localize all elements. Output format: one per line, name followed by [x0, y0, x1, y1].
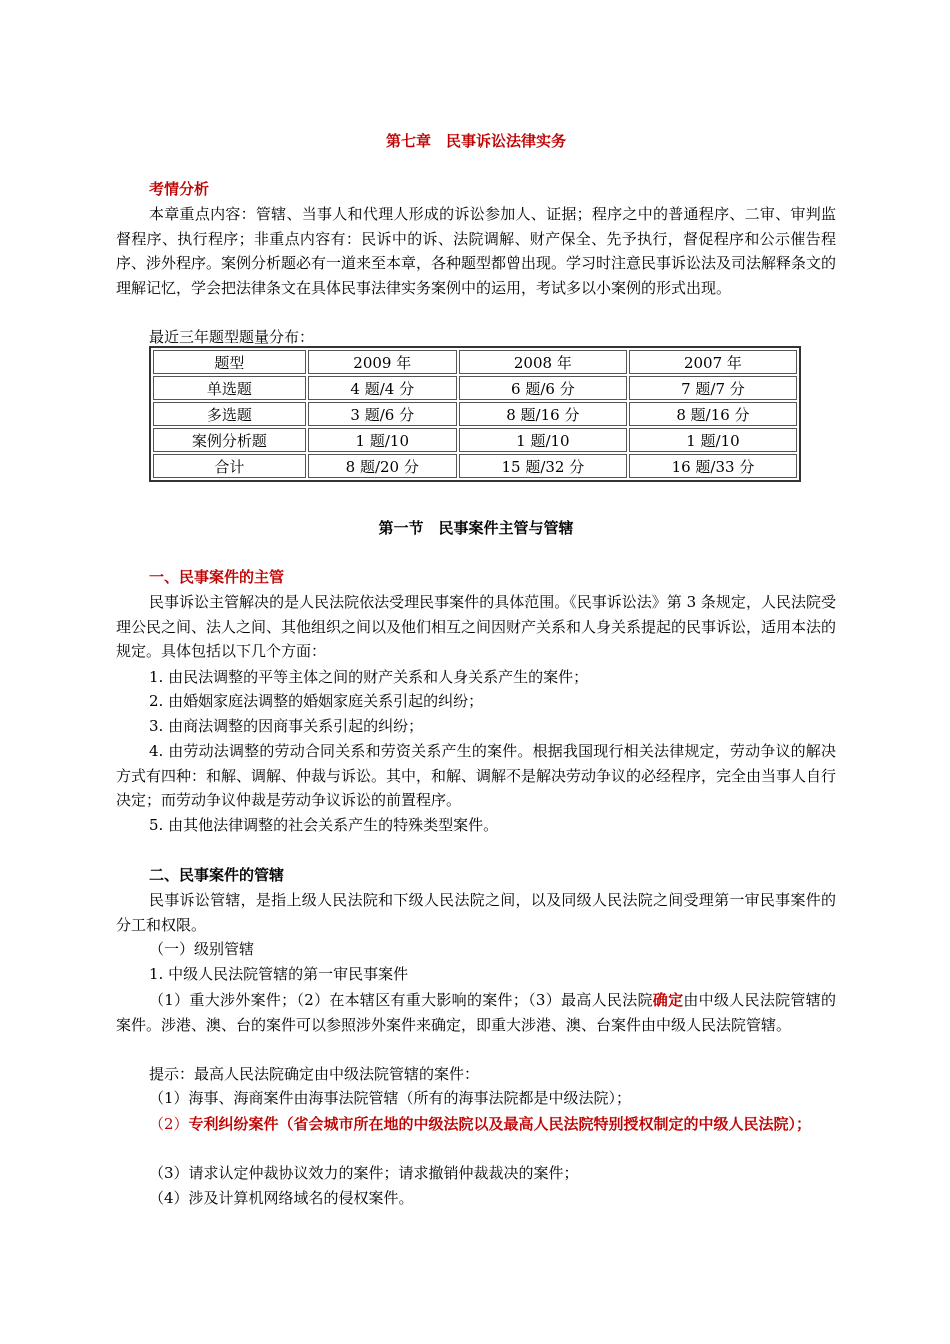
table-cell: 案例分析题 [153, 428, 306, 452]
cases-text-highlight: 确定 [652, 991, 684, 1009]
table-header-cell: 2009 年 [308, 350, 457, 374]
table-cell: 单选题 [153, 376, 306, 400]
table-cell: 8 题/16 分 [629, 402, 797, 426]
part1-item-2: 2. 由婚姻家庭法调整的婚姻家庭关系引起的纠纷； [149, 692, 484, 710]
tip-item-2-number: （2） [149, 1115, 189, 1133]
table-cell: 6 题/6 分 [459, 376, 627, 400]
intermediate-court-heading: 1. 中级人民法院管辖的第一审民事案件 [149, 965, 409, 983]
tip-item-2-text: 专利纠纷案件（省会城市所在地的中级法院以及最高人民法院特别授权制定的中级人民法院）； [188, 1115, 812, 1133]
part1-item-5: 5. 由其他法律调整的社会关系产生的特殊类型案件。 [149, 816, 499, 834]
part1-item-4: 4. 由劳动法调整的劳动合同关系和劳资关系产生的案件。根据我国现行相关法律规定，劳动争议的解决方式有四种：和解、调解、仲裁与诉讼。其中，和解、调解不是解决劳动争议的必经程序，完全由当事人自行决定；而劳动争议仲裁是劳动争议诉讼的前置程序。 [116, 742, 837, 809]
table-cell: 多选题 [153, 402, 306, 426]
tip-item-1: （1）海事、海商案件由海事法院管辖（所有的海事法院都是中级法院）； [149, 1089, 632, 1107]
table-row [153, 454, 797, 478]
part2-heading: 二、民事案件的管辖 [149, 866, 285, 884]
table-header-cell: 2007 年 [629, 350, 797, 374]
table-cell: 15 题/32 分 [459, 454, 627, 478]
part1-intro: 民事诉讼主管解决的是人民法院依法受理民事案件的具体范围。《民事诉讼法》第 3 条规定，人民法院受理公民之间、法人之间、其他组织之间以及他们相互之间因财产关系和人身关系提起的民事诉讼，适用本法的规定。具体包括以下几个方面： [116, 593, 837, 660]
table-cell: 16 题/33 分 [629, 454, 797, 478]
table-cell: 1 题/10 [308, 428, 457, 452]
table-cell: 7 题/7 分 [629, 376, 797, 400]
table-header-cell: 2008 年 [459, 350, 627, 374]
table-row [153, 402, 797, 426]
level-jurisdiction-heading: （一）级别管辖 [149, 940, 255, 958]
chapter-title: 第七章 民事诉讼法律实务 [385, 132, 566, 150]
table-cell: 4 题/4 分 [308, 376, 457, 400]
exam-analysis-heading: 考情分析 [149, 180, 210, 198]
table-cell: 1 题/10 [459, 428, 627, 452]
section-title: 第一节 民事案件主管与管辖 [378, 519, 574, 537]
part1-heading: 一、民事案件的主管 [149, 568, 285, 586]
table-header-cell: 题型 [153, 350, 306, 374]
tip-item-3: （3）请求认定仲裁协议效力的案件；请求撤销仲裁裁决的案件； [149, 1164, 579, 1182]
cases-text-pre: （1）重大涉外案件；（2）在本辖区有重大影响的案件；（3）最高人民法院 [149, 991, 653, 1009]
table-cell: 8 题/16 分 [459, 402, 627, 426]
table-cell: 3 题/6 分 [308, 402, 457, 426]
question-distribution-table [149, 346, 801, 482]
intermediate-court-cases [116, 988, 836, 1037]
exam-analysis-body: 本章重点内容：管辖、当事人和代理人形成的诉讼参加人、证据；程序之中的普通程序、二审、审判监督程序、执行程序；非重点内容有：民诉中的诉、法院调解、财产保全、先予执行，督促程序和公示催告程序、涉外程序。案例分析题必有一道来至本章，各种题型都曾出现。学习时注意民事诉讼法及司法解释条文的理解记忆，学会把法律条文在具体民事法律实务案例中的运用，考试多以小案例的形式出现。 [116, 205, 837, 297]
part1-item-1: 1. 由民法调整的平等主体之间的财产关系和人身关系产生的案件； [149, 668, 589, 686]
table-header-row [153, 350, 797, 374]
table-cell: 合计 [153, 454, 306, 478]
tip-item-2 [116, 1112, 836, 1137]
distribution-label: 最近三年题型题量分布： [149, 328, 315, 346]
tip-line: 提示：最高人民法院确定由中级法院管辖的案件： [149, 1065, 480, 1083]
table-cell: 1 题/10 [629, 428, 797, 452]
cases-text-post: 由中级人民法院管辖的案件。涉港、澳、台的案件可以参照涉外案件来确定，即重大涉港、澳、台案件由中级人民法院管辖。 [116, 991, 836, 1034]
table-cell: 8 题/20 分 [308, 454, 457, 478]
part2-intro: 民事诉讼管辖，是指上级人民法院和下级人民法院之间，以及同级人民法院之间受理第一审民事案件的分工和权限。 [116, 891, 836, 934]
tip-item-4: （4）涉及计算机网络域名的侵权案件。 [149, 1189, 414, 1207]
table-row [153, 428, 797, 452]
part1-item-3: 3. 由商法调整的因商事关系引起的纠纷； [149, 717, 424, 735]
table-row [153, 376, 797, 400]
